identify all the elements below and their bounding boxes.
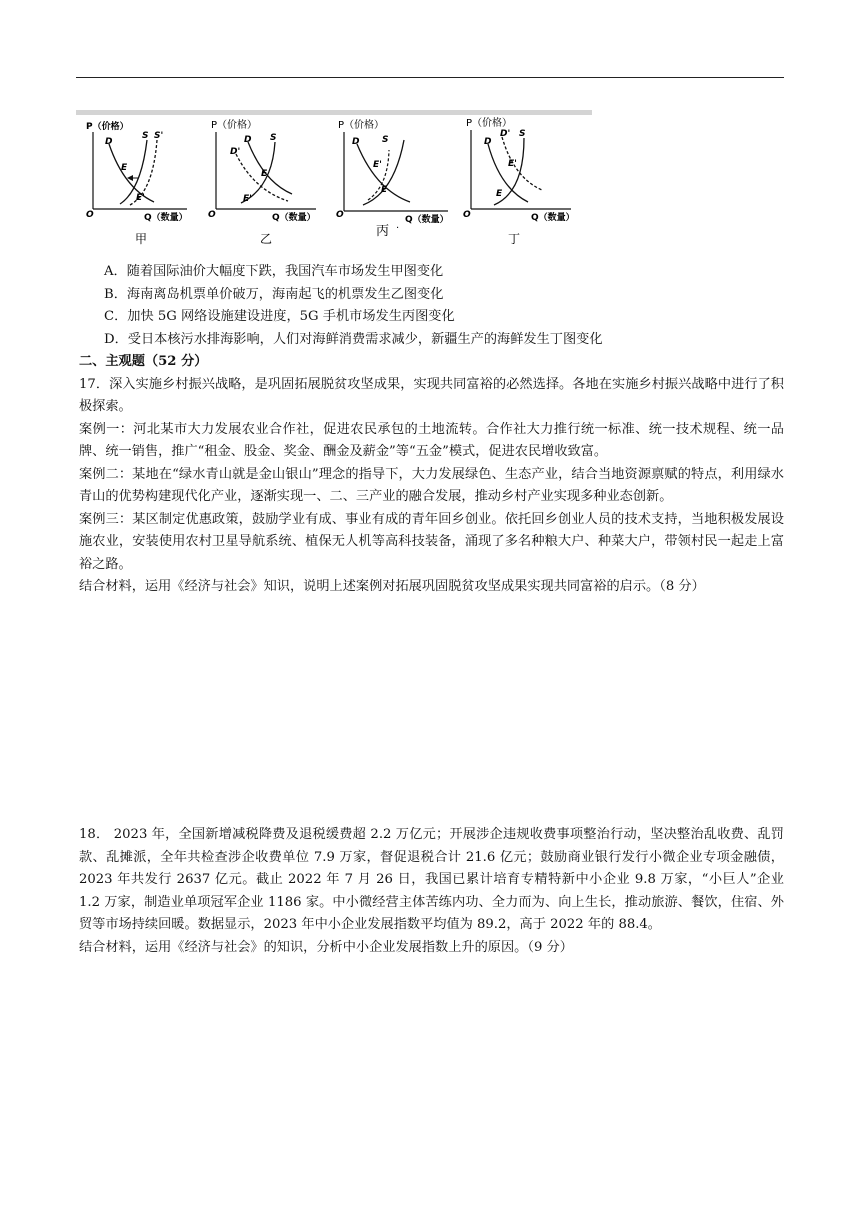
axis-p-label: P（价格） xyxy=(86,122,129,132)
label-s: S xyxy=(270,133,277,143)
axis-p-label: P（价格） xyxy=(211,120,258,131)
caption-ding: 丁 xyxy=(508,232,521,246)
axis-q-label: Q（数量） xyxy=(144,213,188,223)
label-e: E xyxy=(496,189,503,199)
supply-curve-s xyxy=(363,140,404,205)
axis-q-label: Q（数量） xyxy=(405,215,449,225)
origin-label: O xyxy=(208,210,216,220)
option-d: D．受日本核污水排海影响，人们对海鲜消费需求减少，新疆生产的海鲜发生丁图变化 xyxy=(104,331,603,347)
supply-demand-figure xyxy=(76,110,592,252)
label-e-prime: E' xyxy=(373,160,382,170)
q18-body: 18． 2023 年，全国新增减税降费及退税缓费超 2.2 万亿元；开展涉企违规收费事项整治行动，坚决整治乱收费、乱罚款、乱摊派，全年共检查涉企收费单位 7.9 万家，督促退税合计 21.6 亿元；鼓励商业银行发行小微企业专项金融债，2023 年共发行 2637 亿元。截止 2022 年 7 月 26 日，我国已累计培育专精特新中小企业 9.8 万家，“小巨人”企业 1.2 万家，制造业单项冠军企业 1186 家。中小微经营主体苦练内功、全力而为、向上生长，推动旅游、餐饮，住宿、外贸等市场持续回暖。数据显示，2023 年中小企业发展指数平均值为 89.2，高于 2022 年的 88.4。 xyxy=(79,827,784,932)
label-d: D xyxy=(352,137,360,147)
graph-ding xyxy=(463,116,575,246)
question-18 xyxy=(79,824,784,959)
q17-case-1: 案例一：河北某市大力发展农业合作社，促进农民承包的土地流转。合作社大力推行统一标准、统一技术规程、统一品牌、统一销售，推广“租金、股金、奖金、酬金及薪金”等“五金”模式，促进农民增收致富。 xyxy=(79,421,784,459)
label-e: E xyxy=(261,169,268,179)
caption-yi: 乙 xyxy=(260,232,273,246)
label-e: E xyxy=(381,185,388,195)
axis-q-label: Q（数量） xyxy=(531,213,575,223)
option-b: B．海南离岛机票单价破万，海南起飞的机票发生乙图变化 xyxy=(104,286,444,302)
label-e-prime: E' xyxy=(243,194,252,204)
origin-label: O xyxy=(336,210,344,220)
axis-p-label: P（价格） xyxy=(466,118,513,129)
header-rule xyxy=(76,77,784,78)
stray-mark: · xyxy=(396,223,400,234)
axis-q-label: Q（数量） xyxy=(272,213,316,223)
label-d: D xyxy=(105,137,113,147)
label-d: D xyxy=(484,137,492,147)
label-d-prime: D' xyxy=(230,147,241,157)
origin-label: O xyxy=(86,210,94,220)
label-e: E xyxy=(121,163,128,173)
label-e-prime: E' xyxy=(508,159,517,169)
label-s: S xyxy=(382,135,389,145)
label-s-prime: S' xyxy=(154,131,164,141)
graph-yi xyxy=(208,118,316,246)
option-c: C．加快 5G 网络设施建设进度，5G 手机市场发生丙图变化 xyxy=(104,309,455,324)
q18-ask: 结合材料，运用《经济与社会》的知识，分析中小企业发展指数上升的原因。（9 分） xyxy=(79,939,573,955)
graph-bing xyxy=(336,118,449,239)
question-16-options xyxy=(79,261,784,599)
demand-curve-d xyxy=(109,144,154,202)
label-e-prime: E' xyxy=(136,193,145,203)
q17-ask: 结合材料，运用《经济与社会》知识，说明上述案例对拓展巩固脱贫攻坚成果实现共同富裕的启示。（8 分） xyxy=(79,579,705,594)
section-title: 二、主观题（52 分） xyxy=(79,354,208,369)
q17-intro: 17．深入实施乡村振兴战略，是巩固拓展脱贫攻坚成果，实现共同富裕的必然选择。各地在实施乡村振兴战略中进行了积极探索。 xyxy=(79,376,784,414)
label-d-prime: D' xyxy=(500,129,511,139)
option-a: A．随着国际油价大幅度下跌，我国汽车市场发生甲图变化 xyxy=(104,264,444,279)
q17-case-2: 案例二：某地在“绿水青山就是金山银山”理念的指导下，大力发展绿色、生态产业，结合当地资源禀赋的特点，利用绿水青山的优势构建现代化产业，逐渐实现一、二、三产业的融合发展，推动乡村产业实现多种业态创新。 xyxy=(79,466,784,504)
label-s: S xyxy=(519,129,526,139)
q17-case-3: 案例三：某区制定优惠政策，鼓励学业有成、事业有成的青年回乡创业。依托回乡创业人员的技术支持，当地积极发展设施农业，安装使用农村卫星导航系统、植保无人机等高科技装备，涌现了多名种粮大户、种菜大户，带领村民一起走上富裕之路。 xyxy=(79,511,784,572)
graph-jia xyxy=(86,120,188,246)
origin-label: O xyxy=(463,210,471,220)
label-s: S xyxy=(142,131,149,141)
figure-top-strip xyxy=(76,110,592,115)
axis-p-label: P（价格） xyxy=(338,120,385,131)
caption-jia: 甲 xyxy=(135,232,148,246)
label-d: D xyxy=(244,135,252,145)
caption-bing: 丙 xyxy=(376,224,390,239)
